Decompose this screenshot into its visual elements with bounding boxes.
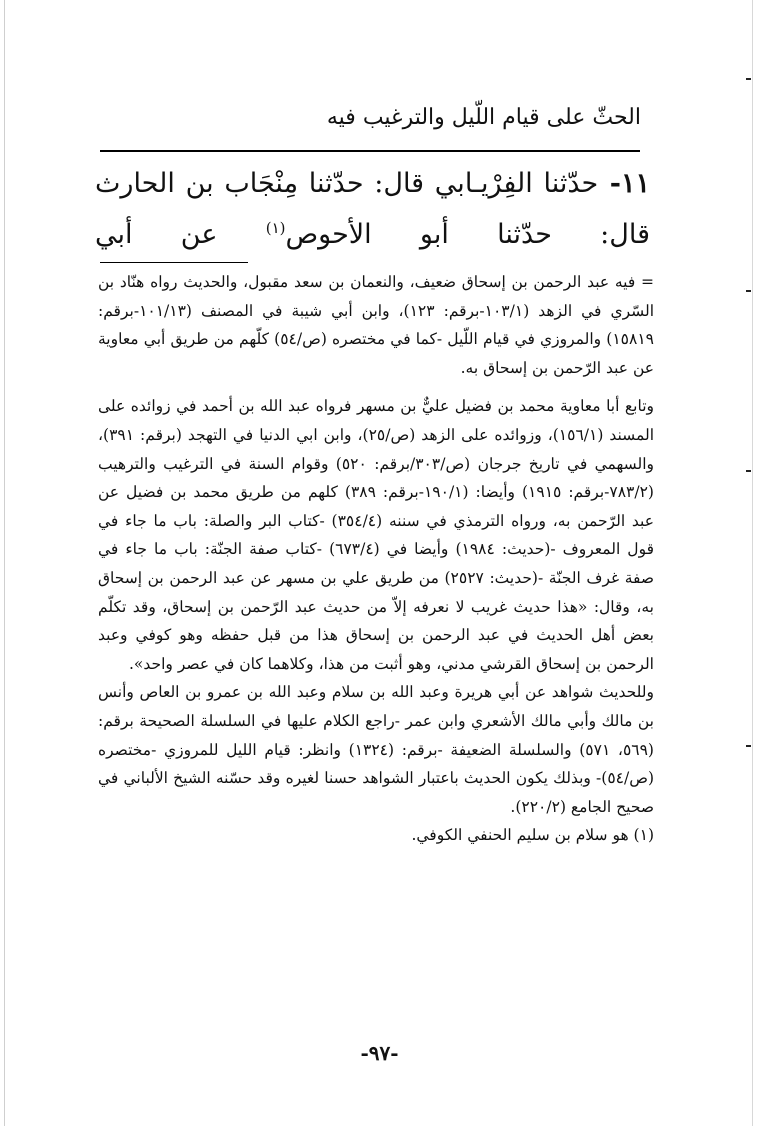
scan-edge-right <box>752 0 753 1126</box>
hadith-line-1 <box>95 162 650 206</box>
footnotes <box>98 268 654 850</box>
hadith-number: ١١- <box>598 168 650 199</box>
footnote-paragraph: وللحديث شواهد عن أبي هريرة وعبد الله بن سلام وعبد الله بن عمرو بن العاص وأنس بن مالك وأبي مالك الأشعري وابن عمر -راجع الكلام عليها في السلسلة الصحيحة برقم: (٥٦٩، ٥٧١) والسلسلة الضعيفة -برقم: (١٣٢٤) وانظر: قيام الليل للمروزي -مختصره (ص/٥٤)- وبذلك يكون الحديث باعتبار الشواهد حسنا لغيره وقد حسّنه الشيخ الألباني في صحيح الجامع (٢٢٠/٢). <box>98 683 654 816</box>
hadith-line-2-text: قال: حدّثنا أبو الأحوص <box>285 219 650 250</box>
scan-edge-left <box>4 0 5 1126</box>
scan-speck <box>746 745 751 747</box>
scan-speck <box>746 470 751 472</box>
hadith-line-1-text: حدّثنا الفِرْيـابي قال: حدّثنا مِنْجَاب بن الحارث <box>95 168 599 199</box>
hadith-line-2 <box>95 206 650 257</box>
hadith-text <box>95 162 650 257</box>
footnote-1: (١) هو سلام بن سليم الحنفي الكوفي. <box>411 826 654 845</box>
scan-speck <box>746 78 751 80</box>
page-number: -٩٧- <box>360 1041 399 1065</box>
footnote-rule <box>100 262 248 263</box>
footnote-ref[interactable]: (١) <box>265 219 286 237</box>
running-header: الحثّ على قيام اللّيل والترغيب فيه <box>326 105 641 130</box>
hadith-line-2-end: عن أبي <box>95 219 266 250</box>
scan-speck <box>746 290 751 292</box>
header-rule <box>100 150 640 152</box>
footnote-paragraph: وتابع أبا معاوية محمد بن فضيل عليٌّ بن مسهر فرواه عبد الله بن أحمد في زوائده على المسند (١٥٦/١)، وزوائده على الزهد (ص/٢٥)، وابن ابي الدنيا في التهجد (برقم: ٣٩١)، والسهمي في تاريخ جرجان (ص/٣٠٣/برقم: ٥٢٠) وقوام السنة في الترغيب والترهيب (٧٨٣/٢-برقم: ١٩١٥) وأيضا: (١٩٠/١-برقم: ٣٨٩) كلهم من طريق محمد بن فضيل عن عبد الرّحمن به، ورواه الترمذي في سننه (٣٥٤/٤) -كتاب البر والصلة: باب ما جاء في قول المعروف -(حديث: ١٩٨٤) وأيضا في (٦٧٣/٤) -كتاب صفة الجنّة: باب ما جاء في صفة غرف الجنّة -(حديث: ٢٥٢٧) من طريق علي بن مسهر عن عبد الرحمن بن إسحاق به، وقال: «هذا حديث غريب لا نعرفه إلاّ من حديث عبد الرّحمن بن إسحاق، وقد تكلّم بعض أهل الحديث في عبد الرحمن بن إسحاق هذا من قبل حفظه وهو كوفي وعبد الرحمن بن إسحاق القرشي مدني، وهو أثبت من هذا، وكلاهما كان في عصر واحد». <box>98 397 655 673</box>
footnote-paragraph: = فيه عبد الرحمن بن إسحاق ضعيف، والنعمان بن سعد مقبول، والحديث رواه هنّاد بن السّري في الزهد (١٠٣/١-برقم: ١٢٣)، وابن أبي شيبة في المصنف (١٠١/١٣-برقم: ١٥٨١٩) والمروزي في قيام اللّيل -كما في مختصره (ص/٥٤) كلّهم من طريق أبي معاوية عن عبد الرّحمن بن إسحاق به. <box>98 273 654 377</box>
